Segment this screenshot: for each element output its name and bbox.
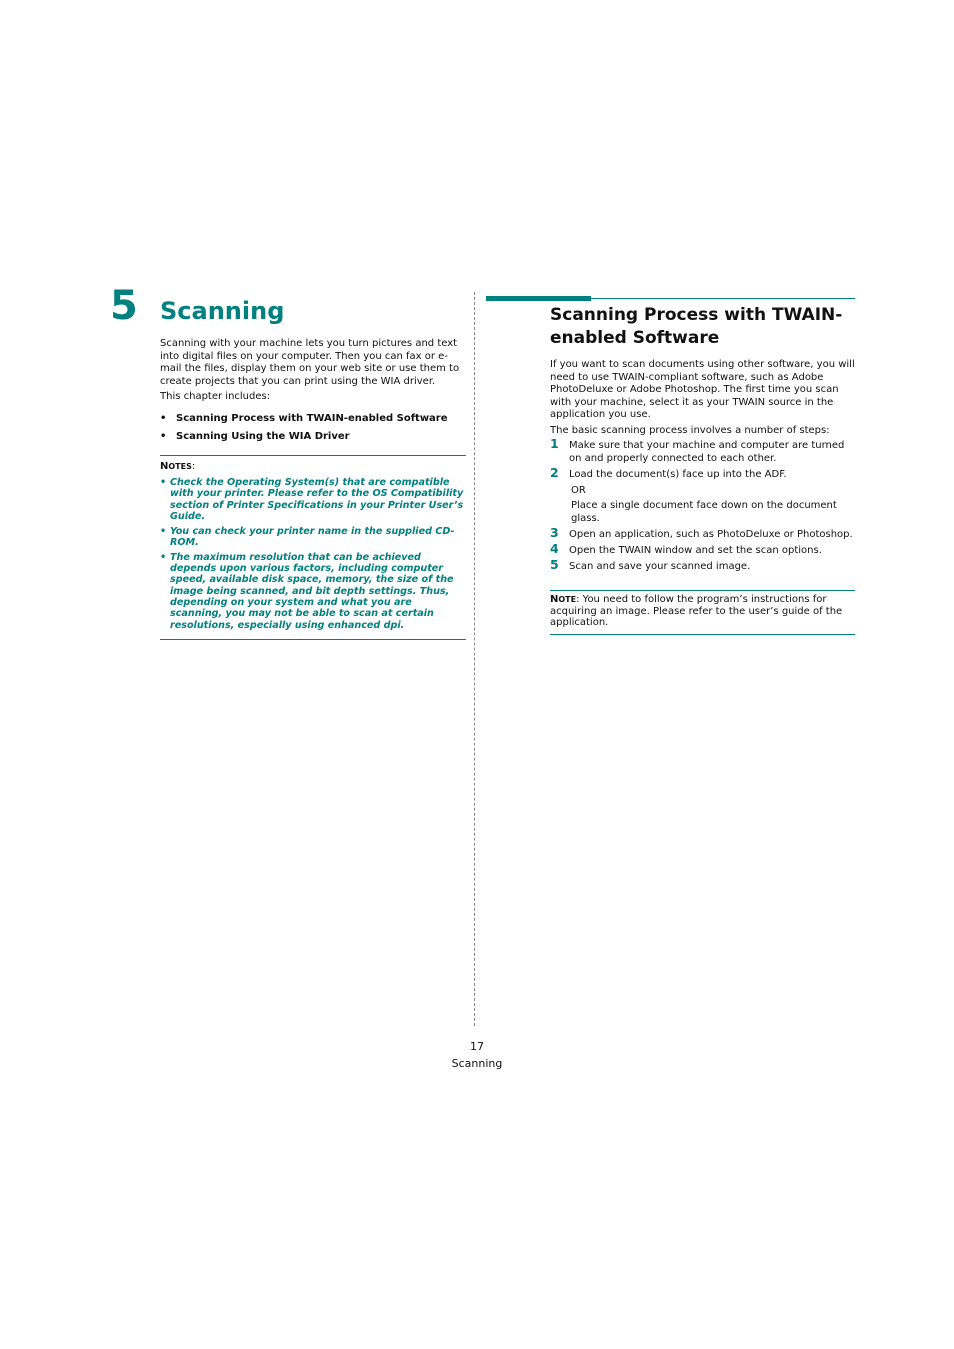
step-item: [550, 464, 855, 482]
step-number: 4: [550, 541, 559, 556]
list-item[interactable]: [160, 431, 466, 444]
step-text: Make sure that your machine and computer are turned on and properly connected to each other.: [569, 440, 845, 464]
chapter-intro: Scanning with your machine lets you turn pictures and text into digital files on your computer. Then you can fax or e-mail the files, display them on your web site or use them to create projects that you can print using the WIA driver.: [160, 338, 460, 387]
step-number: 1: [550, 436, 559, 451]
step-number: 3: [550, 525, 559, 540]
chapter-intro-block: [160, 338, 466, 449]
bullet-icon: •: [160, 477, 167, 488]
column-divider: [474, 292, 475, 1026]
chapter-item-label: Scanning Process with TWAIN-enabled Software: [176, 412, 448, 424]
step-item: [550, 436, 855, 465]
chapter-item-label: Scanning Using the WIA Driver: [176, 430, 350, 442]
page-number: 17: [470, 1040, 484, 1053]
chapter-number: 5: [110, 283, 138, 329]
steps-list: [550, 436, 855, 481]
chapter-includes-label: This chapter includes:: [160, 391, 271, 402]
notes-list: [160, 477, 466, 631]
bullet-icon: •: [160, 551, 167, 563]
notes-heading: NOTES:: [160, 461, 196, 472]
steps-intro: The basic scanning process involves a number of steps:: [550, 424, 830, 436]
steps-list-continued: [550, 525, 855, 574]
step-text: Open the TWAIN window and set the scan options.: [569, 545, 822, 556]
note-label: NOTE: [550, 594, 577, 605]
bullet-icon: •: [160, 525, 167, 537]
step-text: Scan and save your scanned image.: [569, 561, 751, 572]
step-item: [550, 541, 855, 558]
notes-box: [160, 455, 466, 640]
note-item: • Check the Operating System(s) that are compatible with your printer. Please refer to the OS Compatibility section of Printer Specifications in your Printer User’s Guide.: [160, 477, 464, 522]
bullet-icon: •: [160, 430, 167, 442]
section-rule-accent: [486, 296, 591, 301]
section-body: [550, 359, 855, 577]
bullet-icon: •: [160, 412, 167, 424]
page-footer-chapter: Scanning: [451, 1057, 503, 1070]
chapter-title: Scanning: [160, 297, 285, 325]
step-text: Open an application, such as PhotoDeluxe or Photoshop.: [569, 529, 853, 540]
note-text: : You need to follow the program’s instructions for acquiring an image. Please refer to the user’s guide of the application.: [550, 594, 843, 628]
note-item: • The maximum resolution that can be achieved depends upon various factors, including computer speed, available disk space, memory, the size of the image being scanned, and bit depth settings. Thus, depending on your system and what you are scanning, you may not be able to scan at certain resolutions, especially using enhanced dpi.: [160, 551, 454, 631]
section-intro: If you want to scan documents using other software, you will need to use TWAIN-compliant software, such as Adobe PhotoDeluxe or Adobe Photoshop. The first time you scan with your machine, select it as your TWAIN source in the application you use.: [550, 359, 855, 420]
chapter-contents-list: [160, 413, 466, 444]
step-number: 5: [550, 557, 559, 572]
step-item: [550, 525, 855, 542]
list-item[interactable]: [160, 413, 466, 426]
step-text: Load the document(s) face up into the ADF.: [569, 468, 787, 480]
step2-or: OR: [571, 484, 586, 496]
step-number: 2: [550, 464, 559, 480]
note-item: • You can check your printer name in the supplied CD-ROM.: [160, 525, 455, 548]
step2-alternative: Place a single document face down on the document glass.: [571, 500, 837, 524]
note-box: [550, 590, 855, 635]
step-item: [550, 557, 855, 574]
section-title: Scanning Process with TWAIN-enabled Software: [550, 305, 843, 348]
